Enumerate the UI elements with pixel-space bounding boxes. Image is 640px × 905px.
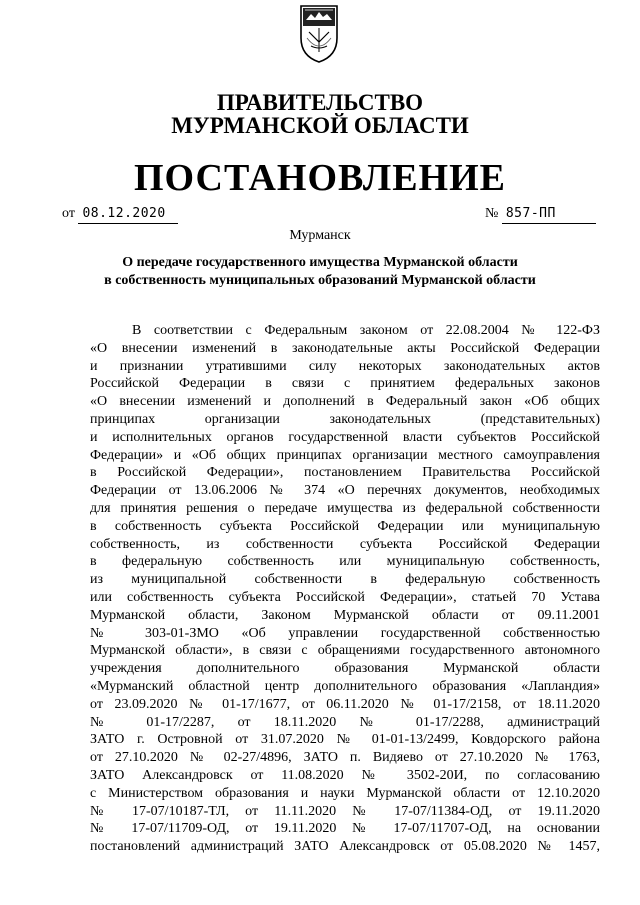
body-line: или собственность субъекта Российской Федерации», статьей 70 Устава: [90, 589, 600, 605]
body-line: и признании утратившими силу некоторых законодательных актов: [90, 358, 600, 374]
body-line: № 17-07/11709-ОД, от 19.11.2020 № 17-07/11707-ОД, на основании: [90, 821, 600, 837]
date-value: 08.12.2020: [78, 205, 178, 224]
date-prefix: от: [62, 206, 75, 221]
body-line: постановлений администраций ЗАТО Александровск от 05.08.2020 № 1457,: [90, 839, 600, 855]
number-prefix: №: [485, 206, 499, 221]
body-line: из муниципальной собственности в федеральную собственность: [90, 572, 600, 588]
body-line: от 23.09.2020 № 01-17/1677, от 06.11.2020 № 01-17/2158, от 18.11.2020: [90, 696, 600, 712]
subject-line: О передаче государственного имущества Мурманской области: [122, 255, 518, 270]
body-line: в федеральную собственность или муниципальную собственность,: [90, 554, 600, 570]
document-number: [485, 205, 596, 224]
body-line: В соответствии с Федеральным законом от 22.08.2004 № 122-ФЗ: [132, 323, 600, 338]
body-line: учреждения дополнительного образования Мурманской области: [90, 661, 600, 677]
body-line: Федерации от 13.06.2006 № 374 «О перечнях документов, необходимых: [90, 483, 600, 499]
body-line: № 17-07/10187-ТЛ, от 11.11.2020 № 17-07/11384-ОД, от 19.11.2020: [90, 803, 600, 819]
body-line: Российской Федерации в связи с принятием федеральных законов: [90, 376, 600, 392]
number-value: 857-ПП: [502, 205, 596, 224]
body-line: принципах организации законодательных (представительных): [90, 411, 600, 427]
body-line: собственность, из собственности субъекта Российской Федерации: [90, 536, 600, 552]
document-subject: [0, 254, 640, 290]
body-line: Федерации» и «Об общих принципах организации местного самоуправления: [90, 447, 600, 463]
body-text: [90, 322, 600, 856]
body-line: с Министерством образования и науки Мурманской области от 12.10.2020: [90, 785, 600, 801]
document-date: [62, 205, 178, 224]
body-line: № 303-01-ЗМО «Об управлении государственной собственностью: [90, 625, 600, 641]
body-line: «О внесении изменений и дополнений в Федеральный закон «Об общих: [90, 394, 600, 410]
body-line: ЗАТО г. Островной от 31.07.2020 № 01-01-13/2499, Ковдорского района: [90, 732, 600, 748]
document-type-title: ПОСТАНОВЛЕНИЕ: [133, 157, 507, 199]
body-line: «О внесении изменений в законодательные акты Российской Федерации: [90, 340, 600, 356]
org-name-line2: МУРМАНСКОЙ ОБЛАСТИ: [171, 113, 469, 138]
body-line: для принятия решения о передаче имущества из федеральной собственности: [90, 500, 600, 516]
subject-line: в собственность муниципальных образований Мурманской области: [104, 273, 536, 288]
body-line: № 01-17/2287, от 18.11.2020 № 01-17/2288, администраций: [90, 714, 600, 730]
body-line: в собственность субъекта Российской Федерации или муниципальную: [90, 518, 600, 534]
body-line: ЗАТО Александровск от 11.08.2020 № 3502-20И, по согласованию: [90, 767, 600, 783]
body-line: от 27.10.2020 № 02-27/4896, ЗАТО п. Видяево от 27.10.2020 № 1763,: [90, 750, 600, 766]
coat-of-arms-icon: [297, 2, 341, 64]
body-line: и исполнительных органов государственной власти субъектов Российской: [90, 429, 600, 445]
body-line: Мурманской области, Законом Мурманской области от 09.11.2001: [90, 607, 600, 623]
body-line: в Российской Федерации», постановлением Правительства Российской: [90, 465, 600, 481]
city-name: Мурманск: [289, 228, 351, 243]
org-name-line1: ПРАВИТЕЛЬСТВО: [216, 90, 424, 115]
body-line: «Мурманский областной центр дополнительного образования «Лапландия»: [90, 678, 600, 694]
body-line: Мурманской области», в связи с обращениями государственного автономного: [90, 643, 600, 659]
